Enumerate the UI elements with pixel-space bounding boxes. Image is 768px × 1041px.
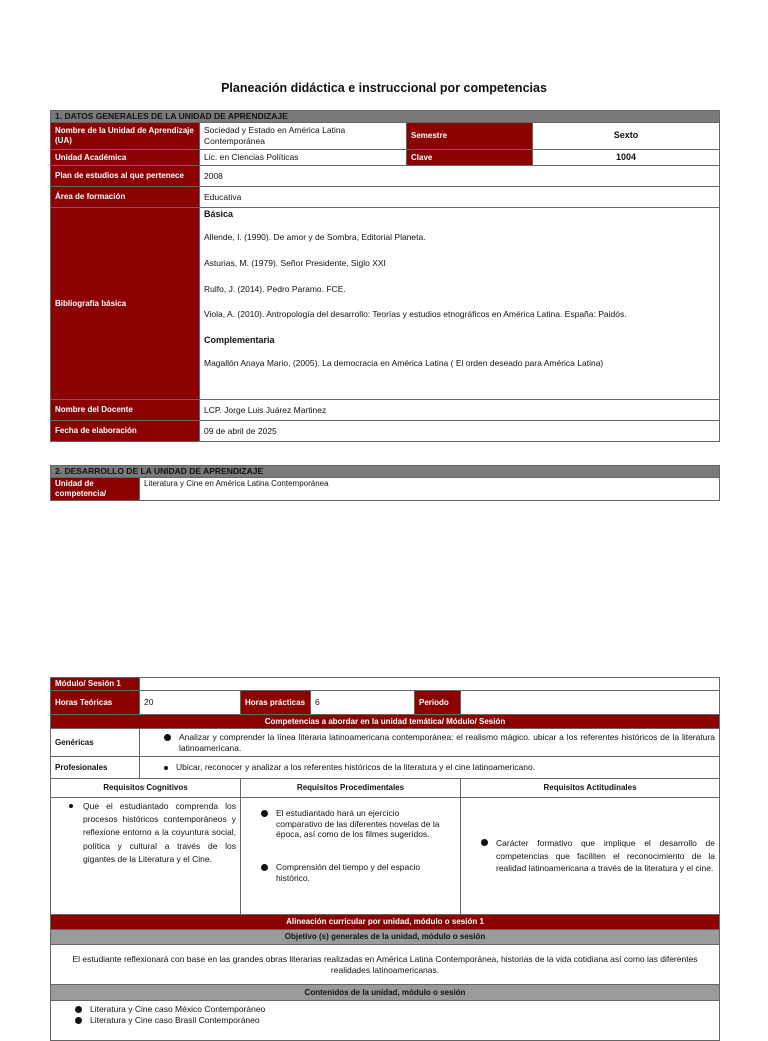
bullet-icon bbox=[164, 766, 168, 770]
bullet-icon bbox=[481, 839, 488, 846]
docente-label: Nombre del Docente bbox=[51, 400, 200, 421]
section1-header: 1. DATOS GENERALES DE LA UNIDAD DE APRENDIZAJE bbox=[51, 111, 720, 123]
semestre-value: Sexto bbox=[533, 123, 720, 150]
bibliografia-content bbox=[200, 208, 720, 400]
genericas-value: Analizar y comprender la línea literaria latinoamericana contemporánea: el realismo mágico. ubicar a los referentes históricos de la literatura latinoamericana. bbox=[179, 731, 716, 753]
datos-generales-table bbox=[50, 110, 720, 442]
semestre-label: Semestre bbox=[407, 123, 533, 150]
horas-practicas-value: 6 bbox=[311, 691, 415, 715]
clave-value: 1004 bbox=[533, 150, 720, 166]
biblio-item: Viola, A. (2010). Antropología del desarrollo: Teorías y estudios etnográficos en América Latina. España: Paidós. bbox=[204, 309, 627, 320]
profesionales-cell bbox=[140, 757, 720, 779]
req-cognitivos-cell bbox=[51, 798, 241, 915]
bullet-icon bbox=[69, 804, 73, 808]
horas-teoricas-label: Horas Teóricas bbox=[51, 691, 140, 715]
req-procedimentales-item: El estudiantado hará un ejercicio comparativo de las diferentes novelas de la época, así como de los filmes sugeridos. bbox=[276, 808, 440, 840]
biblio-item: Allende, I. (1990). De amor y de Sombra, Editorial Planeta. bbox=[204, 232, 426, 243]
unidad-academica-value: Lic. en Ciencias Políticas bbox=[200, 150, 407, 166]
biblio-comp-title: Complementaria bbox=[204, 334, 275, 345]
req-actitudinales-cell bbox=[461, 798, 720, 915]
bullet-icon bbox=[75, 1006, 82, 1013]
contenidos-list bbox=[75, 1004, 715, 1025]
req-actitudinales-label: Requisitos Actitudinales bbox=[461, 779, 720, 798]
modulo-table bbox=[50, 677, 720, 1041]
contenido-item: Literatura y Cine caso México Contemporáneo bbox=[90, 1004, 266, 1014]
profesionales-value: Ubicar, reconocer y analizar a los referentes históricos de la literatura y el cine latinoamericano. bbox=[176, 762, 536, 773]
req-cognitivos-label: Requisitos Cognitivos bbox=[51, 779, 241, 798]
biblio-basica-title: Básica bbox=[204, 209, 234, 219]
profesionales-label: Profesionales bbox=[51, 757, 140, 779]
genericas-label: Genéricas bbox=[51, 729, 140, 757]
biblio-item: Rulfo, J. (2014). Pedro Paramo. FCE. bbox=[204, 283, 346, 294]
ua-value: Sociedad y Estado en América Latina Contemporánea bbox=[200, 123, 407, 150]
horas-teoricas-value: 20 bbox=[140, 691, 241, 715]
fecha-label: Fecha de elaboración bbox=[51, 421, 200, 442]
docente-value: LCP. Jorge Luis Juárez Martinez bbox=[200, 400, 720, 421]
bibliografia-label: Bibliografía básica bbox=[51, 208, 200, 400]
unidad-competencia-label: Unidad de competencia/ bbox=[51, 478, 140, 501]
req-cognitivos-value: Que el estudiantado comprenda los procesos históricos contemporáneos y reflexione entorno a la coyuntura social, política y cultural a través de los gigantes de la Literatura y el Cine. bbox=[83, 801, 236, 864]
horas-practicas-label: Horas prácticas bbox=[241, 691, 311, 715]
fecha-value: 09 de abril de 2025 bbox=[200, 421, 720, 442]
plan-value: 2008 bbox=[200, 166, 720, 187]
req-procedimentales-item: Comprensión del tiempo y del espacio histórico. bbox=[276, 861, 421, 883]
biblio-item: Asturias, M. (1979). Señor Presidente, Siglo XXI bbox=[204, 257, 386, 268]
bullet-icon bbox=[261, 810, 268, 817]
alineacion-header: Alineación curricular por unidad, módulo o sesión 1 bbox=[51, 915, 720, 930]
page-title: Planeación didáctica e instruccional por competencias bbox=[221, 81, 547, 95]
unidad-academica-label: Unidad Académica bbox=[51, 150, 200, 166]
bullet-icon bbox=[164, 734, 171, 741]
modulo-value bbox=[140, 678, 720, 691]
clave-label: Clave bbox=[407, 150, 533, 166]
objetivo-value: El estudiante reflexionará con base en las grandes obras literarias realizadas en América Latina Contemporánea, historias de la vida cotidiana así como las diferentes realidades latinoamericanas. bbox=[51, 945, 720, 985]
area-value: Educativa bbox=[200, 187, 720, 208]
contenidos-cell bbox=[51, 1001, 720, 1041]
bullet-icon bbox=[261, 864, 268, 871]
contenidos-header: Contenidos de la unidad, módulo o sesión bbox=[51, 985, 720, 1001]
ua-label: Nombre de la Unidad de Aprendizaje (UA) bbox=[51, 123, 200, 150]
periodo-value bbox=[461, 691, 720, 715]
modulo-label: Módulo/ Sesión 1 bbox=[51, 678, 140, 691]
section2-header: 2. DESARROLLO DE LA UNIDAD DE APRENDIZAJE bbox=[51, 466, 720, 478]
contenido-item: Literatura y Cine caso Brasil Contemporáneo bbox=[90, 1014, 260, 1025]
biblio-item: Magallón Anaya Mario, (2005). La democracia en América Latina ( El orden deseado para América Latina) bbox=[204, 358, 604, 368]
objetivo-header: Objetivo (s) generales de la unidad, módulo o sesión bbox=[51, 930, 720, 945]
list-item bbox=[75, 1004, 715, 1015]
desarrollo-table bbox=[50, 465, 720, 501]
plan-label: Plan de estudios al que pertenece bbox=[51, 166, 200, 187]
periodo-label: Periodo bbox=[415, 691, 461, 715]
bullet-icon bbox=[75, 1017, 82, 1024]
req-procedimentales-label: Requisitos Procedimentales bbox=[241, 779, 461, 798]
genericas-cell bbox=[140, 729, 720, 757]
competencias-header: Competencias a abordar en la unidad temática/ Módulo/ Sesión bbox=[51, 715, 720, 729]
req-procedimentales-cell bbox=[241, 798, 461, 915]
req-actitudinales-value: Carácter formativo que implique el desarrollo de competencias que faciliten el reconocimiento de la realidad latinoamericana a través de la literatura y el cine. bbox=[496, 837, 716, 874]
area-label: Área de formación bbox=[51, 187, 200, 208]
unidad-competencia-value: Literatura y Cine en América Latina Contemporánea bbox=[140, 478, 720, 501]
